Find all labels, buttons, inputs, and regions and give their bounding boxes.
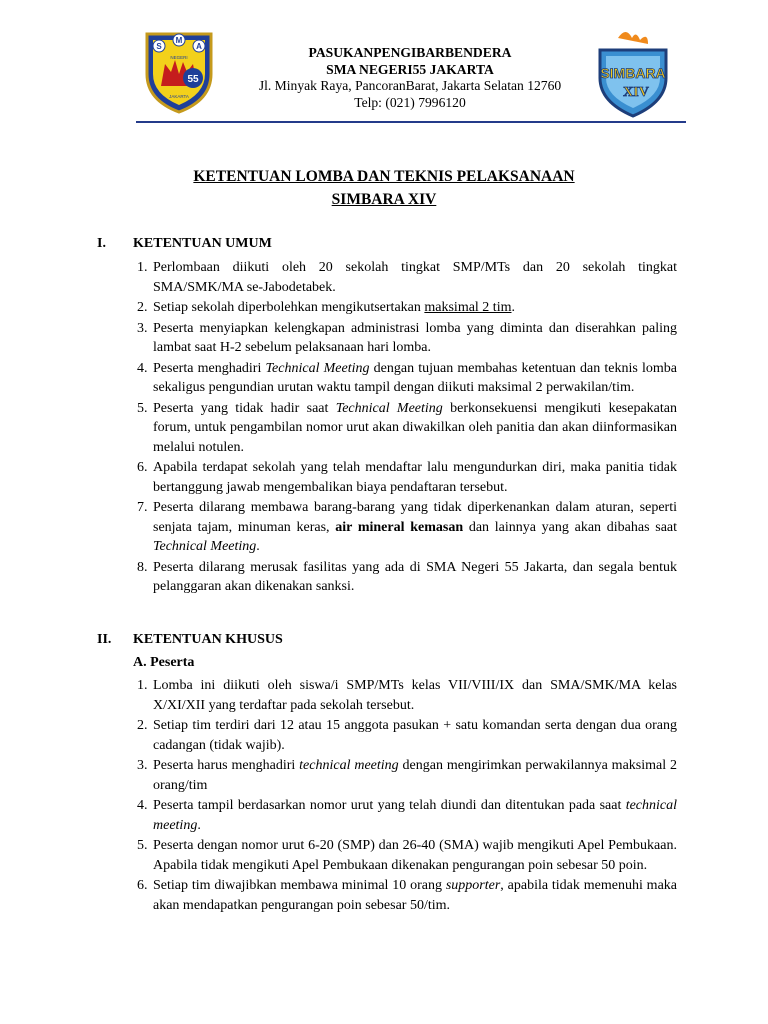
letterhead — [0, 0, 768, 130]
list-item: 3. Peserta menyiapkan kelengkapan administrasi lomba yang diminta dan diserahkan paling lambat saat H-2 sebelum pelaksanaan hari lomba. — [137, 320, 677, 355]
document-subtitle: SIMBARA XIV — [331, 191, 437, 208]
letterhead-text — [200, 45, 620, 111]
list-item: 6. Setiap tim diwajibkan membawa minimal 10 orang supporter, apabila tidak memenuhi maka akan mendapatkan pengurangan poin sebesar 50/tim. — [137, 878, 677, 913]
general-rules-list — [97, 258, 677, 598]
school-address: Jl. Minyak Raya, PancoranBarat, Jakarta Selatan 12760 — [258, 78, 562, 93]
section-heading — [97, 236, 272, 252]
school-phone: Telp: (021) 7996120 — [354, 94, 466, 110]
svg-text:XIV: XIV — [623, 85, 649, 100]
section-number: I. — [97, 236, 106, 251]
participant-rules-list — [97, 676, 677, 916]
svg-text:A: A — [196, 42, 202, 51]
list-item: 5. Peserta dengan nomor urut 6-20 (SMP) dan 26-40 (SMA) wajib mengikuti Apel Pembukaan. Apabila tidak mengikuti Apel Pembukaan dikenakan pengurangan poin sebesar 50 poin. — [137, 838, 677, 873]
subsection-heading: A. Peserta — [133, 655, 195, 670]
list-item: 1. Perlombaan diikuti oleh 20 sekolah tingkat SMP/MTs dan 20 sekolah tingkat SMA/SMK/MA se-Jabodetabek. — [137, 260, 677, 295]
svg-text:S: S — [156, 42, 162, 51]
section-title: KETENTUAN UMUM — [133, 236, 272, 251]
document-title: KETENTUAN LOMBA DAN TEKNIS PELAKSANAAN — [193, 168, 575, 185]
organization-name: PASUKANPENGIBARBENDERA — [308, 45, 512, 60]
list-item: 1. Lomba ini diikuti oleh siswa/i SMP/MTs kelas VII/VIII/IX dan SMA/SMK/MA kelas X/XI/XII yang terdaftar pada sekolah tersebut. — [137, 678, 677, 713]
school-name: SMA NEGERI55 JAKARTA — [326, 61, 494, 77]
svg-text:55: 55 — [187, 74, 199, 85]
section-title: KETENTUAN KHUSUS — [133, 632, 283, 647]
section-number: II. — [97, 632, 112, 647]
svg-text:JAKARTA: JAKARTA — [169, 94, 189, 99]
section-heading — [97, 632, 283, 648]
list-item: 2. Setiap tim terdiri dari 12 atau 15 anggota pasukan + satu komandan serta dengan dua orang cadangan (tidak wajib). — [137, 718, 677, 753]
svg-text:SIMBARA: SIMBARA — [600, 65, 666, 81]
svg-text:NEGERI: NEGERI — [170, 55, 188, 60]
svg-text:M: M — [175, 36, 183, 45]
simbara-logo — [590, 28, 676, 118]
list-item: 2. Setiap sekolah diperbolehkan mengikutsertakan maksimal 2 tim. — [137, 300, 515, 315]
list-item: 4. Peserta menghadiri Technical Meeting dengan tujuan membahas ketentuan dan teknis lomba sekaligus pengundian urutan waktu tampil dengan diikuti maksimal 2 perwakilan/tim. — [137, 360, 678, 395]
list-item: 4. Peserta tampil berdasarkan nomor urut yang telah diundi dan ditentukan pada saat technical meeting. — [137, 798, 677, 833]
list-item: 6. Apabila terdapat sekolah yang telah mendaftar lalu mengundurkan diri, maka panitia tidak bertanggung jawab mengembalikan biaya pendaftaran tersebut. — [137, 460, 677, 495]
list-item: 5. Peserta yang tidak hadir saat Technical Meeting berkonsekuensi mengikuti kesepakatan forum, untuk pengambilan nomor urut akan diwakilkan oleh panitia dan akan diinformasikan melalui notulen. — [137, 400, 677, 455]
list-item: 3. Peserta harus menghadiri technical meeting dengan mengirimkan perwakilannya maksimal 2 orang/tim — [137, 758, 677, 793]
list-item: 7. Peserta dilarang membawa barang-barang yang tidak diperkenankan dalam aturan, seperti senjata tajam, minuman keras, air mineral kemasan dan lainnya yang akan dibahas saat Technical Meeting. — [137, 500, 678, 554]
list-item: 8. Peserta dilarang merusak fasilitas yang ada di SMA Negeri 55 Jakarta, dan segala bentuk pelanggaran akan dikenakan sanksi. — [137, 559, 677, 594]
letterhead-divider — [136, 121, 686, 123]
